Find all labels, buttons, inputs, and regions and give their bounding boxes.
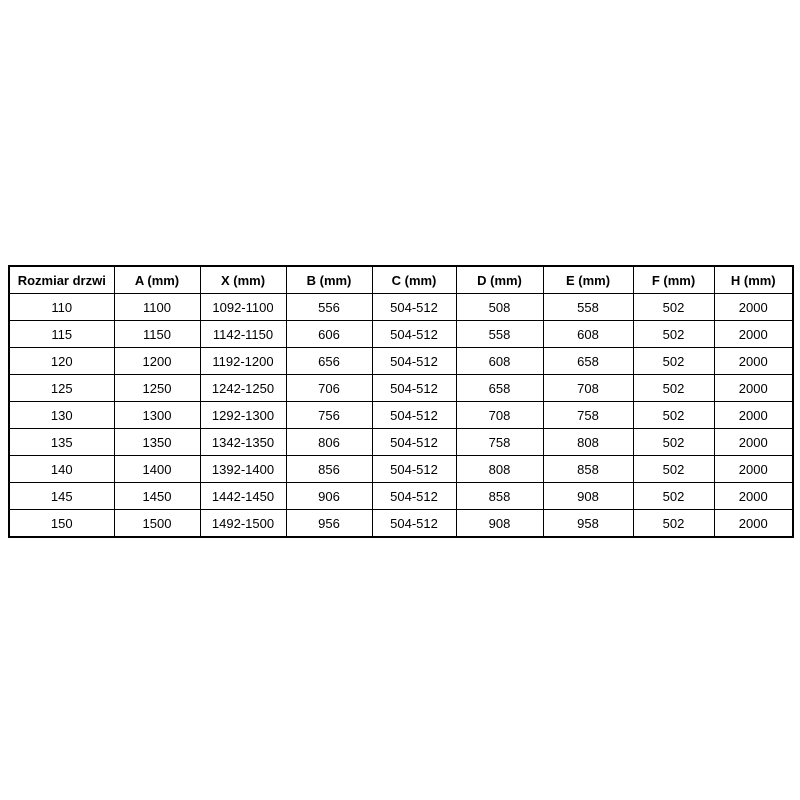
table-cell: 2000 <box>714 483 793 510</box>
table-row <box>9 348 793 375</box>
table-cell: 504-512 <box>372 510 456 538</box>
table-cell: 502 <box>633 402 714 429</box>
table-cell: 1500 <box>114 510 200 538</box>
table-cell: 2000 <box>714 375 793 402</box>
table-cell: 1142-1150 <box>200 321 286 348</box>
table-cell: 504-512 <box>372 429 456 456</box>
table-row <box>9 510 793 538</box>
column-header: Rozmiar drzwi <box>9 266 114 294</box>
table-cell: 908 <box>456 510 543 538</box>
table-cell: 1200 <box>114 348 200 375</box>
column-header: E (mm) <box>543 266 633 294</box>
table-cell: 504-512 <box>372 375 456 402</box>
table-cell: 608 <box>456 348 543 375</box>
table-cell: 758 <box>543 402 633 429</box>
table-row <box>9 456 793 483</box>
column-header: C (mm) <box>372 266 456 294</box>
table-row <box>9 294 793 321</box>
table-cell: 1300 <box>114 402 200 429</box>
table-cell: 1492-1500 <box>200 510 286 538</box>
table-cell: 504-512 <box>372 483 456 510</box>
table-cell: 502 <box>633 294 714 321</box>
table-cell: 504-512 <box>372 321 456 348</box>
door-size-spec-table <box>8 265 794 538</box>
table-cell: 1400 <box>114 456 200 483</box>
table-row <box>9 483 793 510</box>
table-cell: 558 <box>543 294 633 321</box>
table-cell: 906 <box>286 483 372 510</box>
table-cell: 708 <box>543 375 633 402</box>
table-cell: 150 <box>9 510 114 538</box>
table-cell: 808 <box>456 456 543 483</box>
table-cell: 858 <box>543 456 633 483</box>
table-cell: 908 <box>543 483 633 510</box>
table-cell: 556 <box>286 294 372 321</box>
table-row <box>9 429 793 456</box>
table-cell: 608 <box>543 321 633 348</box>
table-cell: 958 <box>543 510 633 538</box>
table-cell: 110 <box>9 294 114 321</box>
table-cell: 502 <box>633 375 714 402</box>
table-cell: 1442-1450 <box>200 483 286 510</box>
table-cell: 606 <box>286 321 372 348</box>
table-cell: 120 <box>9 348 114 375</box>
table-cell: 502 <box>633 348 714 375</box>
column-header: D (mm) <box>456 266 543 294</box>
table-cell: 115 <box>9 321 114 348</box>
table-cell: 1100 <box>114 294 200 321</box>
table-cell: 1250 <box>114 375 200 402</box>
table-cell: 2000 <box>714 456 793 483</box>
table-cell: 858 <box>456 483 543 510</box>
table-cell: 502 <box>633 483 714 510</box>
table-cell: 708 <box>456 402 543 429</box>
table-cell: 504-512 <box>372 348 456 375</box>
table-cell: 502 <box>633 510 714 538</box>
table-cell: 145 <box>9 483 114 510</box>
table-cell: 1150 <box>114 321 200 348</box>
table-cell: 658 <box>456 375 543 402</box>
table-cell: 2000 <box>714 321 793 348</box>
column-header: H (mm) <box>714 266 793 294</box>
table-cell: 135 <box>9 429 114 456</box>
table-cell: 502 <box>633 429 714 456</box>
table-cell: 140 <box>9 456 114 483</box>
table-cell: 806 <box>286 429 372 456</box>
table-cell: 125 <box>9 375 114 402</box>
table-cell: 856 <box>286 456 372 483</box>
table-cell: 130 <box>9 402 114 429</box>
table-cell: 2000 <box>714 510 793 538</box>
table-cell: 558 <box>456 321 543 348</box>
table-row <box>9 402 793 429</box>
table-cell: 508 <box>456 294 543 321</box>
table-cell: 706 <box>286 375 372 402</box>
table-cell: 1192-1200 <box>200 348 286 375</box>
table-cell: 504-512 <box>372 402 456 429</box>
table-cell: 956 <box>286 510 372 538</box>
table-cell: 1350 <box>114 429 200 456</box>
table-cell: 1342-1350 <box>200 429 286 456</box>
table-cell: 1450 <box>114 483 200 510</box>
header-row <box>9 266 793 294</box>
table-cell: 502 <box>633 456 714 483</box>
table-cell: 504-512 <box>372 294 456 321</box>
column-header: B (mm) <box>286 266 372 294</box>
table-cell: 656 <box>286 348 372 375</box>
table-cell: 2000 <box>714 348 793 375</box>
table-cell: 2000 <box>714 294 793 321</box>
table-row <box>9 321 793 348</box>
table-cell: 1092-1100 <box>200 294 286 321</box>
column-header: X (mm) <box>200 266 286 294</box>
table-cell: 808 <box>543 429 633 456</box>
table-cell: 504-512 <box>372 456 456 483</box>
table-cell: 1392-1400 <box>200 456 286 483</box>
column-header: F (mm) <box>633 266 714 294</box>
table-cell: 1242-1250 <box>200 375 286 402</box>
table-cell: 658 <box>543 348 633 375</box>
table-cell: 758 <box>456 429 543 456</box>
table-cell: 756 <box>286 402 372 429</box>
table-cell: 2000 <box>714 429 793 456</box>
table-cell: 2000 <box>714 402 793 429</box>
table-cell: 1292-1300 <box>200 402 286 429</box>
table-row <box>9 375 793 402</box>
column-header: A (mm) <box>114 266 200 294</box>
table-body <box>9 294 793 538</box>
table-cell: 502 <box>633 321 714 348</box>
